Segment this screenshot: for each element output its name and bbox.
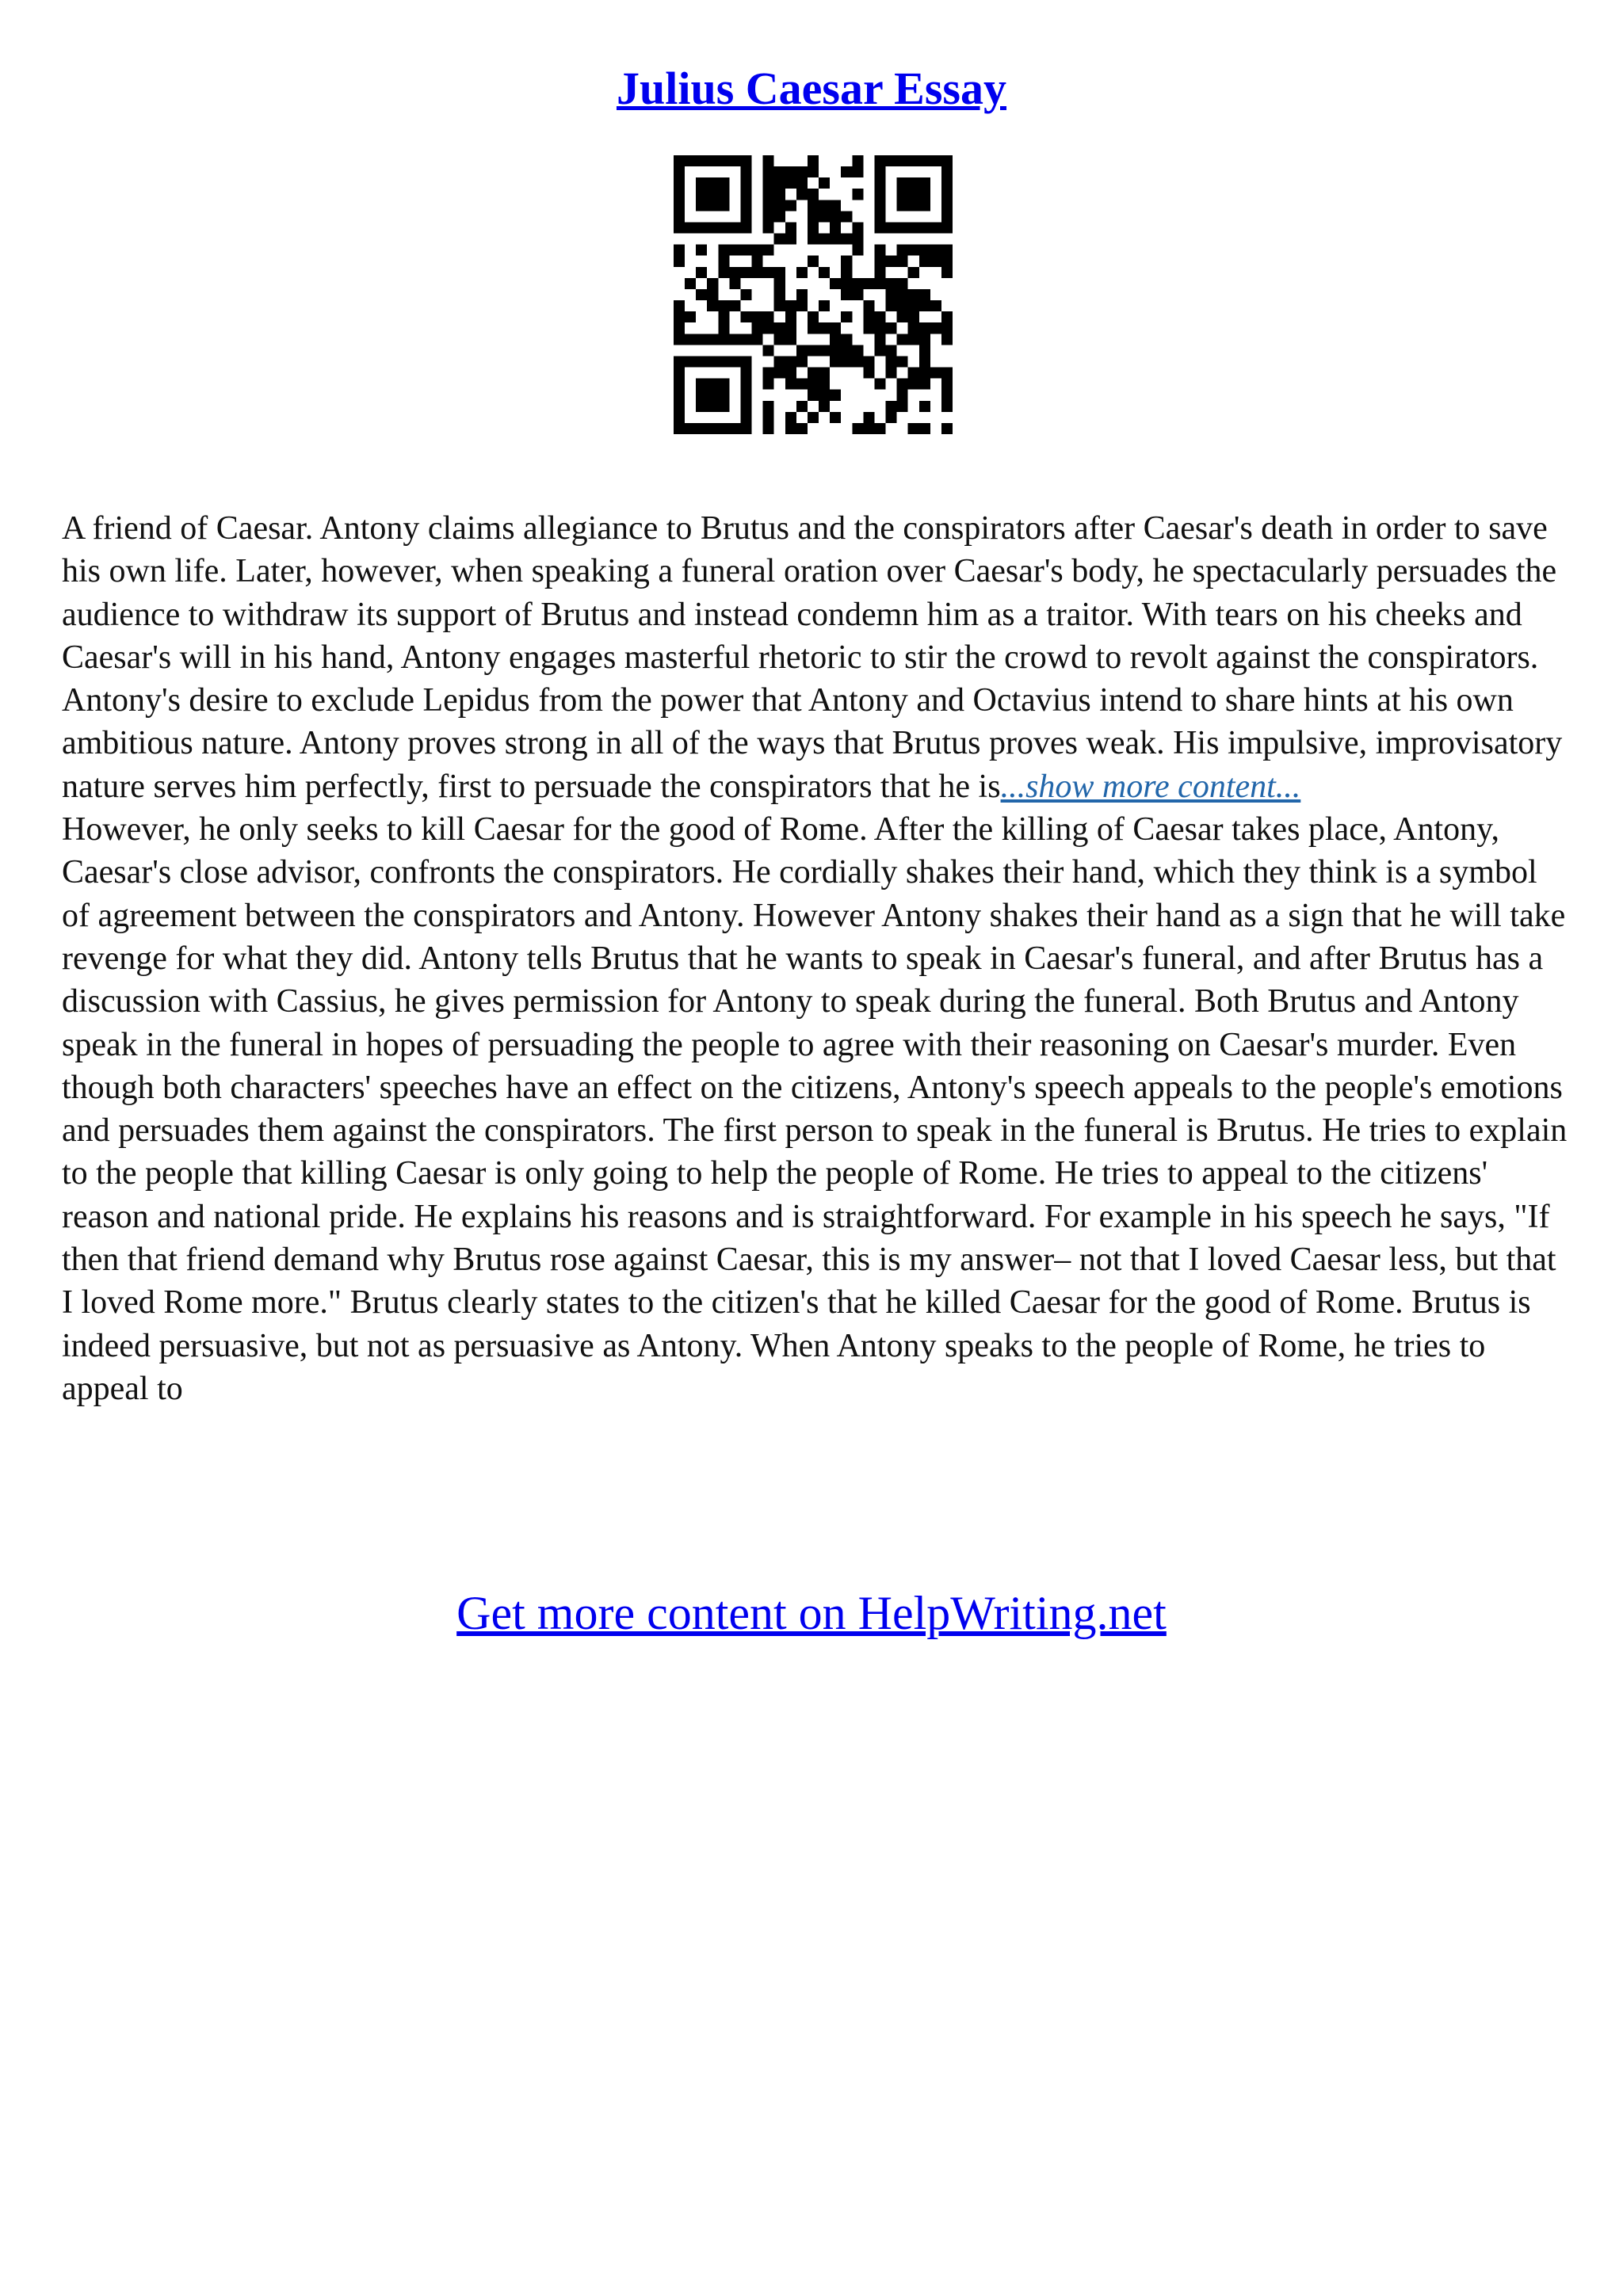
- essay-body: [62, 507, 1568, 1410]
- get-more-content-link[interactable]: Get more content on HelpWriting.net: [456, 1587, 1167, 1639]
- qr-code-icon: [674, 155, 953, 434]
- title-link[interactable]: Julius Caesar Essay: [616, 63, 1007, 114]
- show-more-link[interactable]: ...show more content...: [1000, 768, 1301, 805]
- page-title: [0, 57, 1623, 120]
- get-more-content-link-container: [0, 1581, 1623, 1645]
- essay-paragraph-1: A friend of Caesar. Antony claims allegiance to Brutus and the conspirators after Caesar's death in order to save his own life. Later, however, when speaking a funeral oration over Caesar's body, he spectacularly persuades the audience to withdraw its support of Brutus and instead condemn him as a traitor. With tears on his cheeks and Caesar's will in his hand, Antony engages masterful rhetoric to stir the crowd to revolt against the conspirators. Antony's desire to exclude Lepidus from the power that Antony and Octavius intend to share hints at his own ambitious nature. Antony proves strong in all of the ways that Brutus proves weak. His impulsive, improvisatory nature serves him perfectly, first to persuade the conspirators that he is: [62, 510, 1563, 805]
- essay-paragraph-2: However, he only seeks to kill Caesar for the good of Rome. After the killing of Caesar takes place, Antony, Caesar's close advisor, confronts the conspirators. He cordially shakes their hand, which they think is a symbol of agreement between the conspirators and Antony. However Antony shakes their hand as a sign that he will take revenge for what they did. Antony tells Brutus that he wants to speak in Caesar's funeral, and after Brutus has a discussion with Cassius, he gives permission for Antony to speak during the funeral. Both Brutus and Antony speak in the funeral in hopes of persuading the people to agree with their reasoning on Caesar's murder. Even though both characters' speeches have an effect on the citizens, Antony's speech appeals to the people's emotions and persuades them against the conspirators. The first person to speak in the funeral is Brutus. He tries to explain to the people that killing Caesar is only going to help the people of Rome. He tries to appeal to the citizens' reason and national pride. He explains his reasons and is straightforward. For example in his speech he says, "If then that friend demand why Brutus rose against Caesar, this is my answer– not that I loved Caesar less, but that I loved Rome more." Brutus clearly states to the citizen's that he killed Caesar for the good of Rome. Brutus is indeed persuasive, but not as persuasive as Antony. When Antony speaks to the people of Rome, he tries to appeal to: [62, 811, 1568, 1407]
